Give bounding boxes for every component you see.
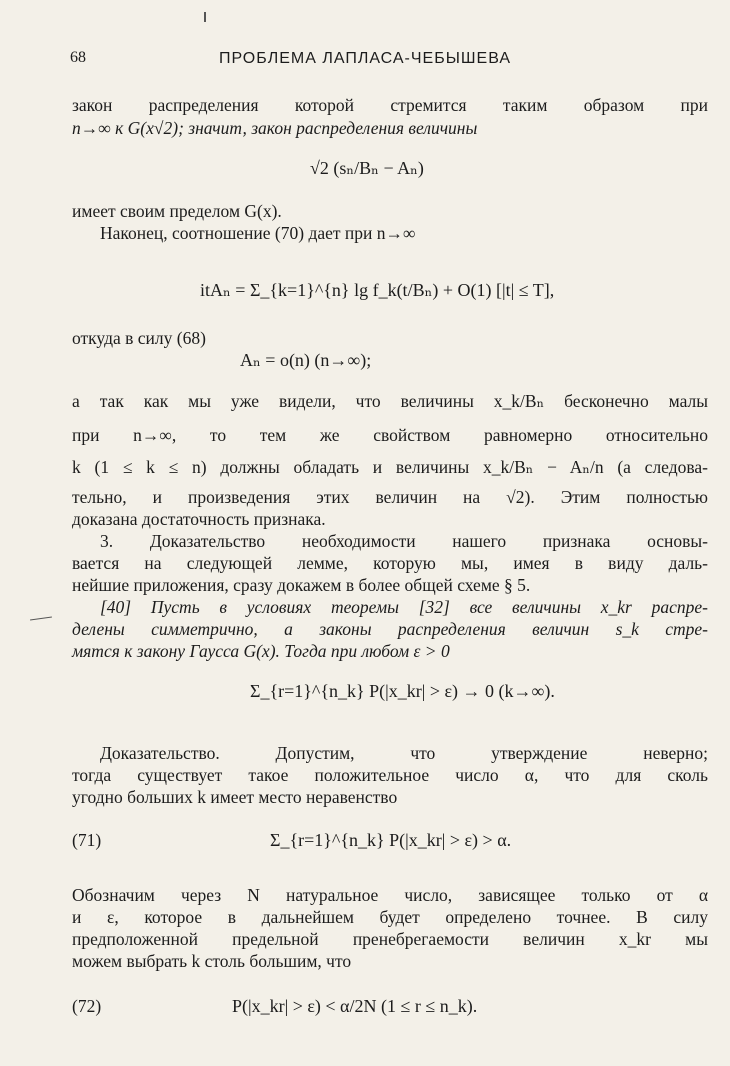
text-line: угодно больших k имеет место неравенство — [72, 787, 398, 807]
text-line: k (1 ≤ k ≤ n) должны обладать и величины x_k/Bₙ − Aₙ/n (а следова- — [72, 457, 708, 477]
text-line: тогда существует такое положительное число α, что для сколь — [72, 765, 708, 785]
text-line: 3. Доказательство необходимости нашего признака основы- — [100, 531, 708, 551]
formula: √2 (sₙ/Bₙ − Aₙ) — [310, 158, 424, 178]
lemma-line: [40] Пусть в условиях теоремы [32] все величины x_kr распре- — [100, 597, 708, 617]
equation-number: (72) — [72, 996, 102, 1016]
page-number: 68 — [70, 49, 86, 66]
pencil-mark — [30, 616, 52, 620]
formula: Σ_{r=1}^{n_k} P(|x_kr| > ε) > α. — [270, 830, 512, 850]
formula: itAₙ = Σ_{k=1}^{n} lg f_k(t/Bₙ) + O(1) [|t| ≤ T], — [200, 280, 555, 300]
text-line: n→∞ к G(x√2); значит, закон распределения величины — [72, 118, 478, 138]
text-line: Обозначим через N натуральное число, зависящее только от α — [72, 885, 708, 905]
formula: Aₙ = o(n) (n→∞); — [240, 350, 372, 370]
text-line: можем выбрать k столь большим, что — [72, 951, 352, 971]
formula: Σ_{r=1}^{n_k} P(|x_kr| > ε) → 0 (k→∞). — [250, 681, 555, 701]
text-line: и ε, которое в дальнейшем будет определено точнее. В силу — [72, 907, 708, 927]
lemma-line: мятся к закону Гаусса G(x). Тогда при любом ε > 0 — [72, 641, 450, 661]
lemma-line: делены симметрично, а законы распределения величин s_k стре- — [72, 619, 708, 639]
text-line: имеет своим пределом G(x). — [72, 201, 282, 221]
text-line: Наконец, соотношение (70) дает при n→∞ — [100, 223, 416, 243]
running-title: ПРОБЛЕМА ЛАПЛАСА-ЧЕБЫШЕВА — [218, 50, 512, 67]
text-line: тельно, и произведения этих величин на √2). Этим полностью — [72, 487, 708, 507]
text-line: а так как мы уже видели, что величины x_k/Bₙ бесконечно малы — [72, 391, 708, 411]
text-line: нейшие приложения, сразу докажем в более общей схеме § 5. — [72, 575, 531, 595]
formula: P(|x_kr| > ε) < α/2N (1 ≤ r ≤ n_k). — [232, 996, 478, 1016]
text-line: Доказательство. Допустим, что утверждение неверно; — [100, 743, 708, 763]
text-line: при n→∞, то тем же свойством равномерно относительно — [72, 425, 708, 445]
text-line: закон распределения которой стремится таким образом при — [72, 95, 708, 115]
equation-number: (71) — [72, 830, 102, 850]
text-line: доказана достаточность признака. — [72, 509, 326, 529]
text-line: вается на следующей лемме, которую мы, имея в виду даль- — [72, 553, 708, 573]
text-line: откуда в силу (68) — [72, 328, 206, 348]
ink-mark — [204, 12, 206, 22]
text-line: предположенной предельной пренебрегаемости величин x_kr мы — [72, 929, 708, 949]
